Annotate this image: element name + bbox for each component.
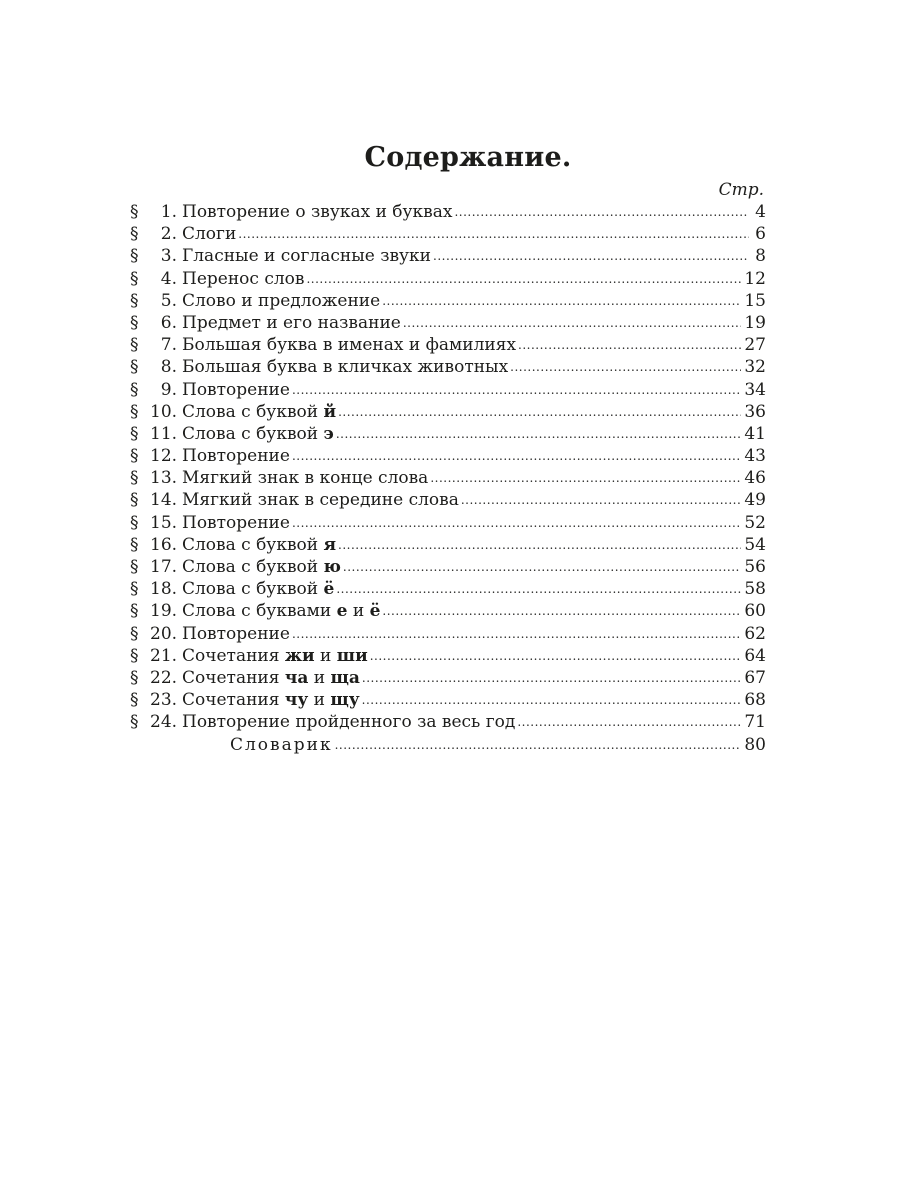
- section-title: [182, 734, 333, 756]
- toc-page: [130, 142, 766, 756]
- section-title-part: Повторение пройденного за весь год: [182, 712, 516, 733]
- toc-entry[interactable]: [130, 356, 766, 378]
- dot-leader: [292, 511, 741, 534]
- section-number: 11.: [150, 423, 178, 444]
- section-title-bold-part: э: [323, 423, 334, 444]
- section-sign: §: [130, 379, 139, 400]
- dot-leader: [430, 466, 741, 489]
- section-title: [182, 201, 452, 223]
- dot-leader: [433, 244, 749, 267]
- page-number: 49: [744, 490, 766, 511]
- section-title-bold-part: ю: [323, 557, 341, 577]
- section-title: [182, 379, 290, 401]
- toc-entry[interactable]: [130, 711, 766, 733]
- dot-leader: [343, 555, 741, 578]
- section-sign: §: [130, 335, 139, 356]
- section-title-part: Повторение о звуках и буквах: [182, 202, 453, 222]
- section-title: [182, 423, 334, 445]
- dot-leader: [403, 311, 742, 334]
- section-sign: §: [130, 645, 139, 666]
- section-title-bold-part: ё: [369, 601, 381, 622]
- toc-entry[interactable]: [130, 667, 766, 689]
- section-title: [182, 489, 459, 511]
- dot-leader: [338, 400, 741, 423]
- toc-entry[interactable]: [130, 467, 766, 489]
- page-number: 60: [744, 601, 766, 622]
- section-title-part: Мягкий знак в середине слова: [182, 490, 459, 511]
- dot-leader: [454, 200, 749, 223]
- section-title-bold-part: ши: [336, 645, 368, 666]
- section-title-bold-part: чу: [284, 690, 309, 711]
- section-number: 15.: [150, 512, 178, 533]
- section-title-part: Повторение: [182, 379, 290, 400]
- section-number: 4.: [160, 268, 177, 289]
- dot-leader: [238, 222, 749, 245]
- toc-entry[interactable]: [130, 534, 766, 556]
- section-title: [182, 312, 401, 334]
- section-title: [182, 334, 516, 356]
- section-title-part: и: [347, 601, 370, 622]
- section-number: 5.: [160, 290, 177, 311]
- section-number: 9.: [160, 379, 177, 400]
- section-sign: §: [130, 268, 139, 289]
- page-number: 71: [744, 712, 766, 733]
- section-sign: §: [130, 534, 139, 555]
- section-title: [182, 445, 290, 467]
- toc-entry[interactable]: [130, 645, 766, 667]
- page-number: 19: [744, 312, 766, 333]
- section-title-part: Повторение: [182, 512, 290, 533]
- section-title-part: Сочетания: [182, 667, 285, 688]
- section-title-part: и: [308, 667, 331, 688]
- dot-leader: [370, 644, 742, 667]
- toc-entry[interactable]: [130, 445, 766, 467]
- page-number: 52: [744, 512, 766, 533]
- section-sign: §: [130, 490, 139, 511]
- page-number: 67: [744, 667, 766, 688]
- section-number: 22.: [150, 667, 178, 688]
- section-title-bold-part: ща: [330, 667, 360, 688]
- toc-entry[interactable]: [130, 512, 766, 534]
- page-number: 46: [744, 468, 766, 489]
- section-sign: §: [130, 712, 139, 733]
- section-title-part: Большая буква в именах и фамилиях: [182, 335, 517, 356]
- section-title-part: Слова с буквой: [182, 401, 324, 422]
- section-title-part: Большая буква в кличках животных: [182, 357, 509, 378]
- section-title: [182, 223, 236, 245]
- section-title-part: Сочетания: [182, 645, 285, 666]
- page-number: 12: [744, 268, 766, 289]
- toc-entry[interactable]: [130, 201, 766, 223]
- section-number: 21.: [150, 645, 178, 666]
- section-sign: §: [130, 512, 139, 533]
- toc-entry[interactable]: [130, 334, 766, 356]
- section-number: 6.: [160, 312, 177, 333]
- page-number: 15: [744, 290, 766, 311]
- page-number: 27: [744, 335, 766, 356]
- section-title-part: Слоги: [182, 224, 237, 245]
- toc-entry[interactable]: [130, 489, 766, 511]
- section-title-bold-part: жи: [284, 645, 315, 666]
- section-title-part: Сочетания: [182, 690, 285, 711]
- page-number: 8: [755, 246, 766, 267]
- section-title: [182, 401, 336, 423]
- dot-leader: [518, 333, 741, 356]
- section-sign: §: [130, 290, 139, 311]
- section-number: 1.: [160, 202, 177, 222]
- toc-entry[interactable]: [130, 623, 766, 645]
- section-sign: §: [130, 557, 139, 577]
- section-number: 23.: [150, 690, 178, 711]
- dot-leader: [510, 355, 741, 378]
- section-number: 16.: [150, 534, 178, 555]
- section-title: [182, 667, 360, 689]
- section-title: [182, 534, 336, 556]
- section-sign: §: [130, 690, 139, 711]
- dot-leader: [306, 267, 741, 290]
- section-sign: §: [130, 601, 139, 622]
- page-number: 54: [744, 534, 766, 555]
- section-title: [182, 623, 290, 645]
- section-title-part: Повторение: [182, 446, 290, 467]
- dot-leader: [292, 378, 741, 401]
- toc-entry[interactable]: [130, 423, 766, 445]
- section-title: [182, 512, 290, 534]
- section-number: 13.: [150, 468, 178, 489]
- page-number: 6: [755, 224, 766, 245]
- section-number: 24.: [150, 712, 178, 733]
- dot-leader: [336, 422, 742, 445]
- section-title: [182, 245, 431, 267]
- section-title: [182, 600, 380, 622]
- section-title-part: Перенос слов: [182, 268, 305, 289]
- section-number: 10.: [150, 401, 178, 422]
- toc-entry[interactable]: [130, 245, 766, 267]
- section-number: 3.: [160, 246, 177, 267]
- section-title-part: и: [308, 690, 331, 711]
- section-number: 7.: [160, 335, 177, 356]
- section-sign: §: [130, 312, 139, 333]
- section-sign: §: [130, 202, 139, 222]
- section-number: 12.: [150, 446, 178, 467]
- toc-entry[interactable]: [130, 600, 766, 622]
- section-title-part: Повторение: [182, 623, 290, 644]
- toc-entry[interactable]: [130, 312, 766, 334]
- section-title-part: Предмет и его название: [182, 312, 401, 333]
- page-title: Содержание.: [364, 142, 572, 173]
- section-title-part: Мягкий знак в конце слова: [182, 468, 429, 489]
- page-number: 36: [744, 401, 766, 422]
- page-number: 32: [744, 357, 766, 378]
- page-number: 34: [744, 379, 766, 400]
- section-title-bold-part: ё: [323, 579, 335, 600]
- section-sign: §: [130, 667, 139, 688]
- section-title-part: Слова с буквой: [182, 579, 324, 600]
- dot-leader: [362, 688, 742, 711]
- section-title: [182, 290, 380, 312]
- section-title-part: Слова с буквой: [182, 423, 324, 444]
- section-title: [182, 268, 304, 290]
- toc-entry[interactable]: [130, 268, 766, 290]
- section-title-bold-part: ча: [284, 667, 309, 688]
- toc-entry[interactable]: [130, 379, 766, 401]
- section-number: 18.: [150, 579, 178, 600]
- section-sign: §: [130, 468, 139, 489]
- toc-entry[interactable]: [130, 223, 766, 245]
- dot-leader: [382, 599, 741, 622]
- section-title-bold-part: й: [323, 401, 337, 422]
- page-number: 56: [744, 557, 766, 577]
- section-sign: §: [130, 623, 139, 644]
- section-sign: §: [130, 579, 139, 600]
- section-title: [182, 467, 428, 489]
- toc-list: [130, 201, 766, 756]
- page-number: 80: [744, 734, 766, 755]
- section-title-part: Гласные и согласные звуки: [182, 246, 432, 267]
- section-title-part: Слова с буквой: [182, 557, 324, 577]
- section-number: 17.: [150, 557, 178, 577]
- dot-leader: [292, 622, 741, 645]
- dot-leader: [336, 577, 741, 600]
- page-number: 4: [755, 202, 766, 222]
- section-title: [182, 556, 341, 578]
- section-title-part: Слова с буквами: [182, 601, 337, 622]
- section-title: [182, 356, 508, 378]
- section-title-part: Слова с буквой: [182, 534, 324, 555]
- section-number: 19.: [150, 601, 178, 622]
- toc-entry[interactable]: [130, 689, 766, 711]
- page-number: 58: [744, 579, 766, 600]
- section-sign: §: [130, 246, 139, 267]
- section-number: 14.: [150, 490, 178, 511]
- section-title: [182, 711, 515, 733]
- page-column-header: Стр.: [718, 180, 764, 200]
- section-title-bold-part: щу: [330, 690, 360, 711]
- toc-entry[interactable]: [130, 578, 766, 600]
- section-title-bold-part: е: [336, 601, 348, 622]
- page-number: 41: [744, 423, 766, 444]
- section-title: [182, 645, 368, 667]
- section-title-part: и: [314, 645, 337, 666]
- section-sign: §: [130, 423, 139, 444]
- section-number: 20.: [150, 623, 178, 644]
- section-number: 8.: [160, 357, 177, 378]
- page-number: 62: [744, 623, 766, 644]
- toc-entry[interactable]: [130, 556, 766, 578]
- toc-entry[interactable]: [130, 401, 766, 423]
- section-title: [182, 689, 360, 711]
- dot-leader: [292, 444, 741, 467]
- section-number: 2.: [160, 224, 177, 245]
- page-number: 68: [744, 690, 766, 711]
- section-title: [182, 578, 334, 600]
- section-title-part: Слово и предложение: [182, 290, 381, 311]
- section-sign: §: [130, 446, 139, 467]
- dot-leader: [362, 666, 741, 689]
- section-sign: §: [130, 357, 139, 378]
- toc-entry[interactable]: [130, 734, 766, 756]
- section-title-part: Словарик: [230, 734, 333, 755]
- dot-leader: [517, 710, 741, 733]
- dot-leader: [382, 289, 741, 312]
- dot-leader: [338, 533, 741, 556]
- toc-entry[interactable]: [130, 290, 766, 312]
- dot-leader: [461, 488, 742, 511]
- section-sign: §: [130, 224, 139, 245]
- dot-leader: [335, 733, 742, 756]
- section-sign: §: [130, 401, 139, 422]
- page-number: 43: [744, 446, 766, 467]
- page-number: 64: [744, 645, 766, 666]
- section-title-bold-part: я: [323, 534, 337, 555]
